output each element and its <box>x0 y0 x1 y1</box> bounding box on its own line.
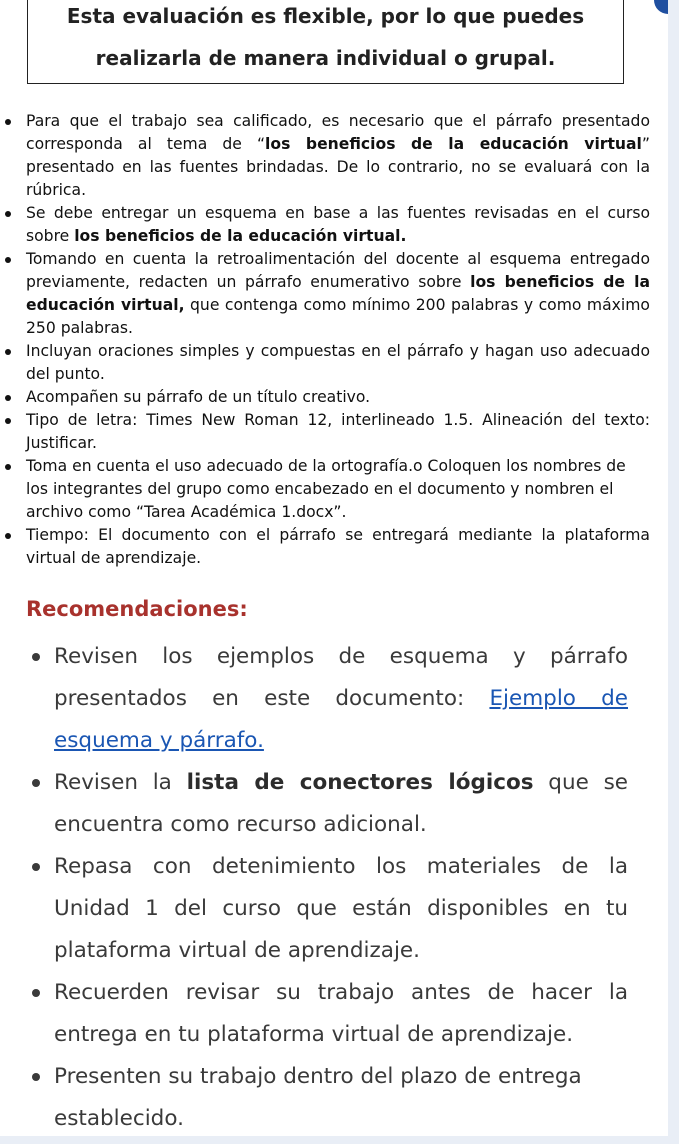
instruction-item: Acompañen su párrafo de un título creativo. <box>0 386 650 409</box>
example-schema-link[interactable]: Ejemplo de esquema y párrafo. <box>54 686 628 753</box>
recommendation-item: Recuerden revisar su trabajo antes de hacer la entrega en tu plataforma virtual de aprendizaje. <box>0 972 628 1056</box>
notice-line-2: realizarla de manera individual o grupal. <box>95 46 556 70</box>
instruction-item: Para que el trabajo sea calificado, es necesario que el párrafo presentado corresponda al tema de “los beneficios de la educación virtual” presentado en las fuentes brindadas. De lo contrario, no se evaluará con la rúbrica. <box>0 110 650 202</box>
instruction-item: Toma en cuenta el uso adecuado de la ortografía.o Coloquen los nombres de los integrantes del grupo como encabezado en el documento y nombren el archivo como “Tarea Académica 1.docx”. <box>0 455 650 524</box>
instruction-item: Se debe entregar un esquema en base a las fuentes revisadas en el curso sobre los beneficios de la educación virtual. <box>0 202 650 248</box>
recommendations-heading: Recomendaciones: <box>26 597 248 621</box>
instructions-list <box>0 110 650 570</box>
recommendation-item: Revisen la lista de conectores lógicos que se encuentra como recurso adicional. <box>0 762 628 846</box>
recommendations-list <box>0 636 628 1136</box>
recommendation-item: Repasa con detenimiento los materiales de la Unidad 1 del curso que están disponibles en tu plataforma virtual de aprendizaje. <box>0 846 628 972</box>
instruction-item: Tipo de letra: Times New Roman 12, interlineado 1.5. Alineación del texto: Justificar. <box>0 409 650 455</box>
instruction-item: Tiempo: El documento con el párrafo se entregará mediante la plataforma virtual de aprendizaje. <box>0 524 650 570</box>
recommendation-item: Presenten su trabajo dentro del plazo de entrega establecido. <box>0 1056 628 1136</box>
corner-accent <box>654 0 668 14</box>
recommendation-item: Revisen los ejemplos de esquema y párrafo presentados en este documento: Ejemplo de esquema y párrafo. <box>0 636 628 762</box>
instruction-item: Incluyan oraciones simples y compuestas en el párrafo y hagan uso adecuado del punto. <box>0 340 650 386</box>
instruction-item: Tomando en cuenta la retroalimentación del docente al esquema entregado previamente, redacten un párrafo enumerativo sobre los beneficios de la educación virtual, que contenga como mínimo 200 palabras y como máximo 250 palabras. <box>0 248 650 340</box>
flexible-evaluation-notice <box>27 0 624 84</box>
notice-line-1: Esta evaluación es flexible, por lo que puedes <box>66 4 585 28</box>
